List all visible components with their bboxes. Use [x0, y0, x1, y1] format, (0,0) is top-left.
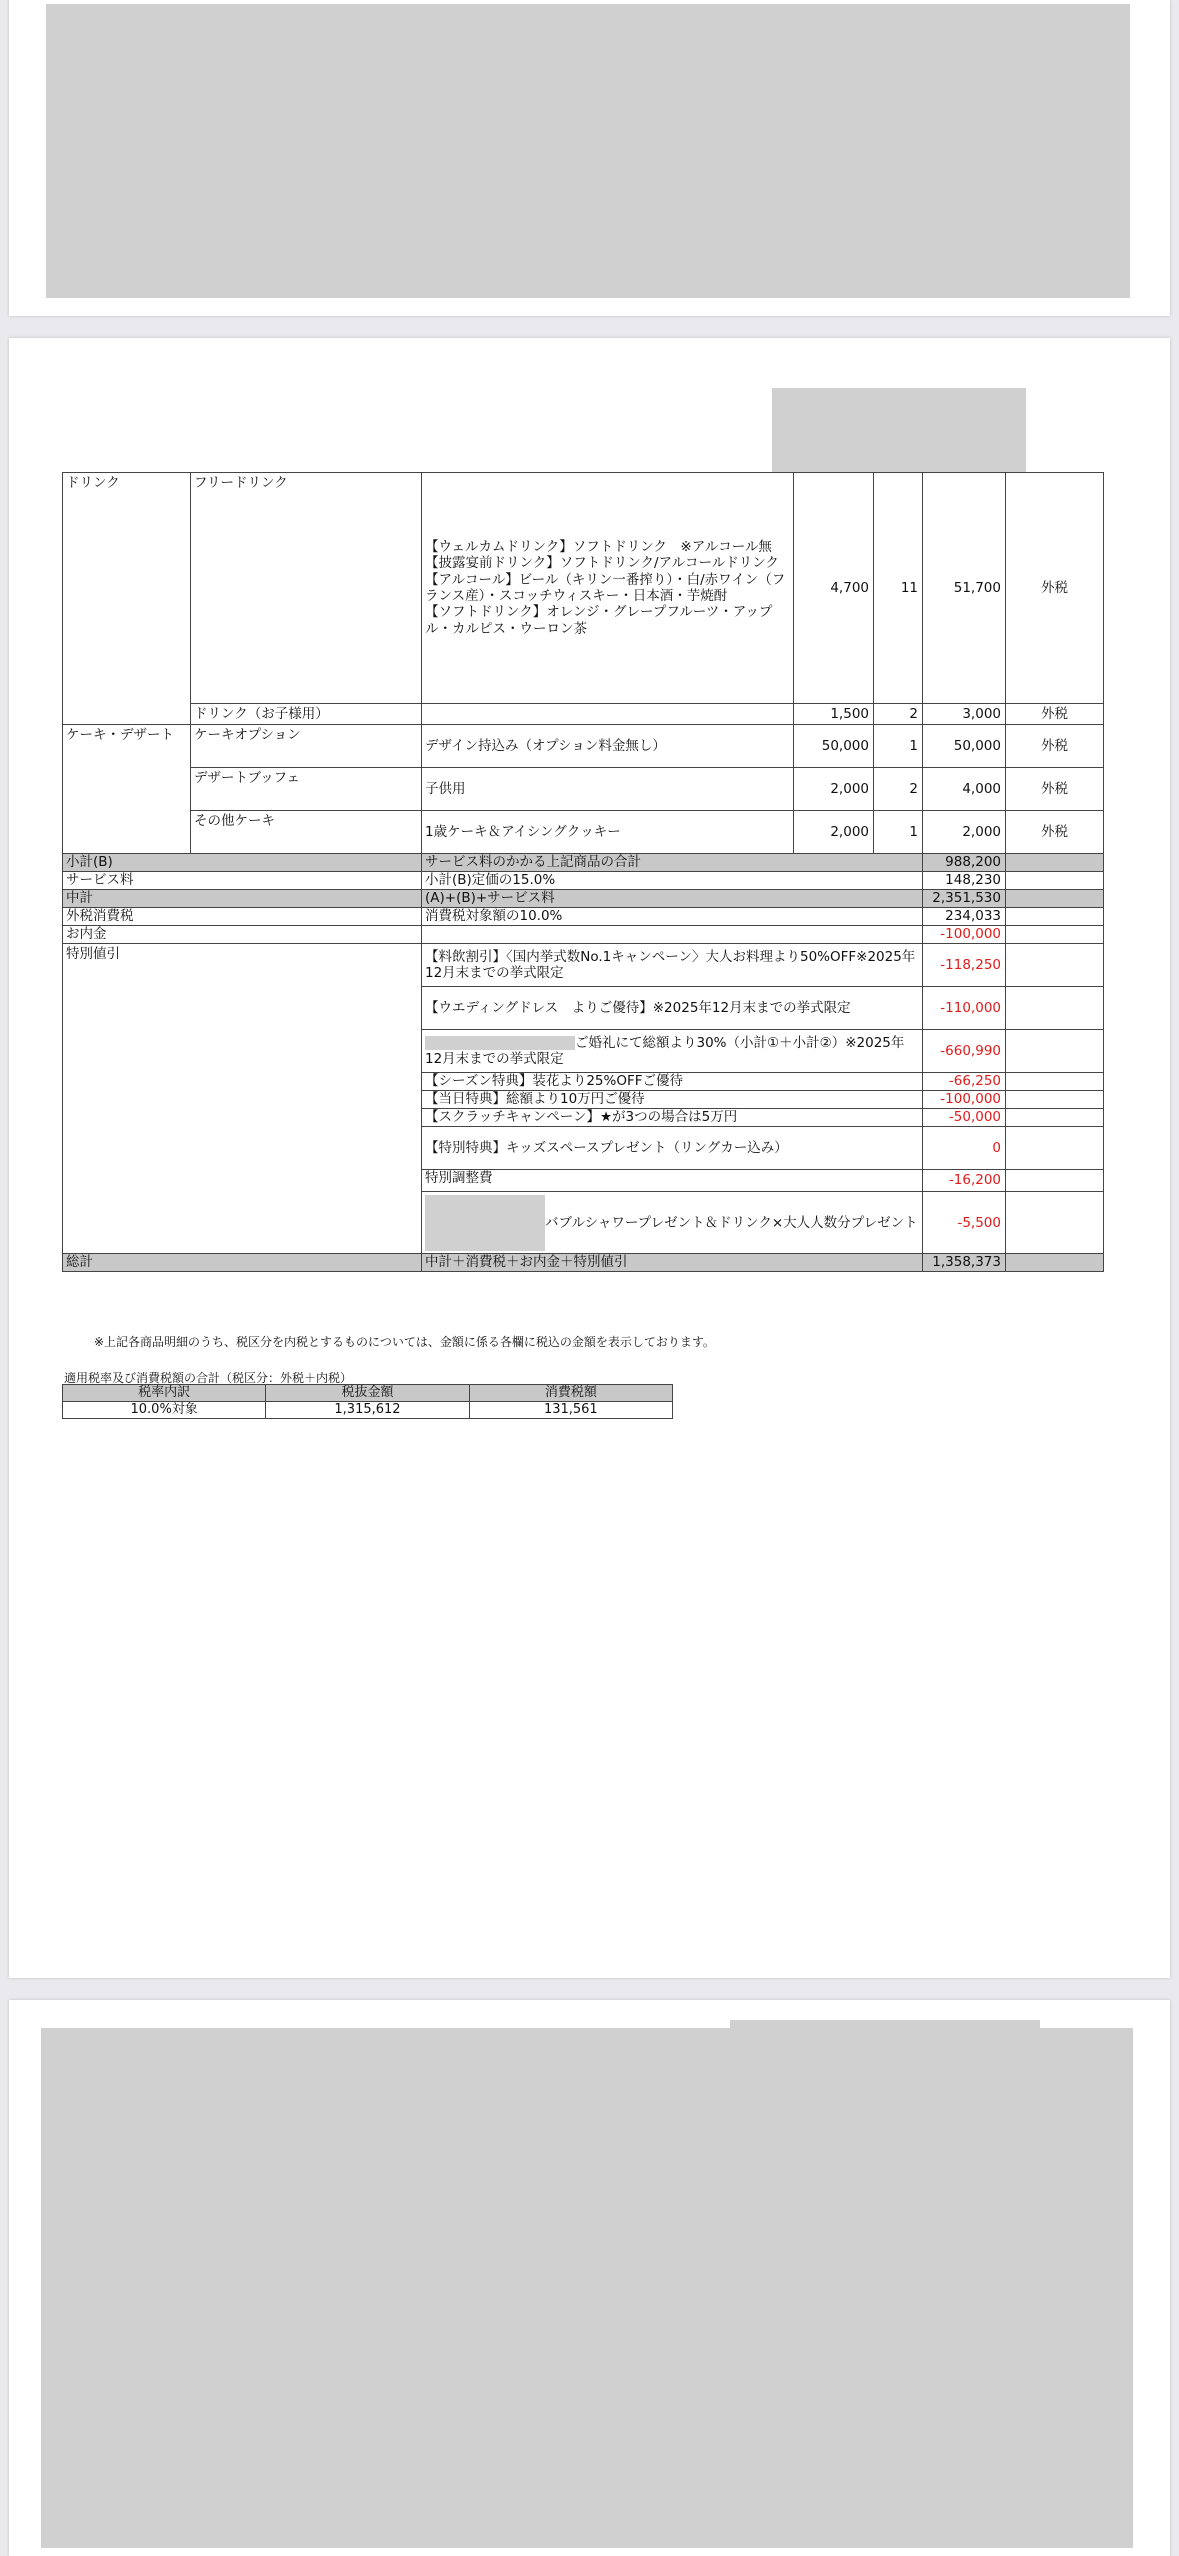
service-row	[63, 872, 1104, 890]
table-row	[63, 704, 1104, 725]
discount-amount: -50,000	[923, 1109, 1006, 1127]
document-page-2	[9, 338, 1170, 1978]
tax-summary-table	[62, 1384, 673, 1419]
pre-tax-amount: 1,315,612	[266, 1402, 469, 1419]
free-drink-line: 【披露宴前ドリンク】ソフトドリンク/アルコールドリンク	[425, 555, 779, 572]
amount: 50,000	[923, 725, 1006, 768]
item-kids-drink: ドリンク（お子様用）	[191, 704, 422, 725]
redacted-header-block	[772, 388, 1026, 472]
invoice-items-table	[62, 472, 1104, 1272]
quantity: 1	[874, 725, 923, 768]
deposit-label: お内金	[63, 926, 422, 944]
midtotal-amount: 2,351,530	[923, 890, 1006, 908]
subtotal-label: 小計(B)	[63, 854, 422, 872]
deposit-amount: -100,000	[923, 926, 1006, 944]
subtotal-row	[63, 854, 1104, 872]
amount: 3,000	[923, 704, 1006, 725]
tax-rate: 10.0%対象	[63, 1402, 266, 1419]
discount-amount: -66,250	[923, 1073, 1006, 1091]
amount: 4,000	[923, 768, 1006, 811]
unit-price: 50,000	[794, 725, 874, 768]
tax-summary-title: 適用税率及び消費税額の合計（税区分：外税＋内税）	[64, 1371, 353, 1385]
free-drink-line: 【ソフトドリンク】オレンジ・グレープフルーツ・アップル・カルピス・ウーロン茶	[425, 604, 773, 637]
quantity: 2	[874, 704, 923, 725]
table-row	[63, 811, 1104, 854]
document-page-3	[9, 2000, 1170, 2556]
discount-description: 【特別特典】キッズスペースプレゼント（リングカー込み）	[422, 1127, 923, 1170]
item-description: 子供用	[422, 768, 794, 811]
discount-description	[422, 1192, 923, 1254]
amount: 2,000	[923, 811, 1006, 854]
subtotal-description: サービス料のかかる上記商品の合計	[422, 854, 923, 872]
free-drink-line: 【ウェルカムドリンク】ソフトドリンク ※アルコール無	[425, 538, 772, 555]
column-header: 税抜金額	[266, 1385, 469, 1402]
discount-amount: -660,990	[923, 1030, 1006, 1073]
tax-amount: 234,033	[923, 908, 1006, 926]
service-description: 小計(B)定価の15.0%	[422, 872, 923, 890]
discount-description-text: バブルシャワープレゼント＆ドリンク×大人人数分プレゼント	[545, 1214, 918, 1231]
discount-description: 【シーズン特典】装花より25%OFFご優待	[422, 1073, 923, 1091]
table-row	[63, 1402, 673, 1419]
tax-note: ※上記各商品明細のうち、税区分を内税とするものについては、金額に係る各欄に税込の金額を表示しております。	[94, 1335, 715, 1349]
table-row	[63, 768, 1104, 811]
item-description: 1歳ケーキ＆アイシングクッキー	[422, 811, 794, 854]
subtotal-amount: 988,200	[923, 854, 1006, 872]
tax-type: 外税	[1006, 725, 1104, 768]
redacted-name	[425, 1195, 545, 1251]
total-description: 中計＋消費税＋お内金＋特別値引	[422, 1254, 923, 1272]
total-row	[63, 1254, 1104, 1272]
discount-label: 特別値引	[63, 944, 422, 1254]
discount-amount: -110,000	[923, 987, 1006, 1030]
discount-description: 【料飲割引】〈国内挙式数No.1キャンペーン〉大人お料理より50%OFF※2025年12月末までの挙式限定	[422, 944, 923, 987]
service-amount: 148,230	[923, 872, 1006, 890]
amount: 51,700	[923, 473, 1006, 704]
total-amount: 1,358,373	[923, 1254, 1006, 1272]
table-row	[63, 473, 1104, 704]
discount-amount: 0	[923, 1127, 1006, 1170]
discount-description: 【スクラッチキャンペーン】★が3つの場合は5万円	[422, 1109, 923, 1127]
tax-type: 外税	[1006, 473, 1104, 704]
document-page-1	[9, 0, 1170, 316]
midtotal-description: (A)+(B)+サービス料	[422, 890, 923, 908]
category-cake-dessert: ケーキ・デザート	[63, 725, 191, 854]
discount-amount: -16,200	[923, 1170, 1006, 1192]
item-other-cake: その他ケーキ	[191, 811, 422, 854]
unit-price: 4,700	[794, 473, 874, 704]
discount-description-text: ご婚礼にて総額より30%（小計①＋小計②）※2025年12月末までの挙式限定	[425, 1035, 905, 1068]
redacted-name	[425, 1036, 575, 1050]
discount-description: 【ウエディングドレス よりご優待】※2025年12月末までの挙式限定	[422, 987, 923, 1030]
discount-description: 特別調整費	[422, 1170, 923, 1192]
item-free-drink-description	[422, 473, 794, 704]
deposit-row	[63, 926, 1104, 944]
total-label: 総計	[63, 1254, 422, 1272]
table-row	[63, 1385, 673, 1402]
tax-type: 外税	[1006, 768, 1104, 811]
discount-amount: -5,500	[923, 1192, 1006, 1254]
tax-type: 外税	[1006, 704, 1104, 725]
discount-description: 【当日特典】総額より10万円ご優待	[422, 1091, 923, 1109]
unit-price: 2,000	[794, 811, 874, 854]
discount-amount: -118,250	[923, 944, 1006, 987]
category-drink: ドリンク	[63, 473, 191, 725]
item-dessert-buffet: デザートブッフェ	[191, 768, 422, 811]
table-row	[63, 725, 1104, 768]
quantity: 11	[874, 473, 923, 704]
unit-price: 1,500	[794, 704, 874, 725]
discount-row	[63, 944, 1104, 987]
tax-row	[63, 908, 1104, 926]
midtotal-label: 中計	[63, 890, 422, 908]
column-header: 税率内訳	[63, 1385, 266, 1402]
unit-price: 2,000	[794, 768, 874, 811]
item-cake-option: ケーキオプション	[191, 725, 422, 768]
quantity: 1	[874, 811, 923, 854]
consumption-tax-amount: 131,561	[469, 1402, 672, 1419]
quantity: 2	[874, 768, 923, 811]
free-drink-line: 【アルコール】ビール（キリン一番搾り）・白/赤ワイン（フランス産）・スコッチウィスキー・日本酒・芋焼酎	[425, 571, 786, 604]
item-description: デザイン持込み（オプション料金無し）	[422, 725, 794, 768]
tax-label: 外税消費税	[63, 908, 422, 926]
tax-type: 外税	[1006, 811, 1104, 854]
redacted-block	[41, 2028, 1133, 2548]
service-label: サービス料	[63, 872, 422, 890]
column-header: 消費税額	[469, 1385, 672, 1402]
item-free-drink: フリードリンク	[191, 473, 422, 704]
discount-description	[422, 1030, 923, 1073]
discount-amount: -100,000	[923, 1091, 1006, 1109]
redacted-block	[46, 4, 1130, 298]
tax-description: 消費税対象額の10.0%	[422, 908, 923, 926]
midtotal-row	[63, 890, 1104, 908]
